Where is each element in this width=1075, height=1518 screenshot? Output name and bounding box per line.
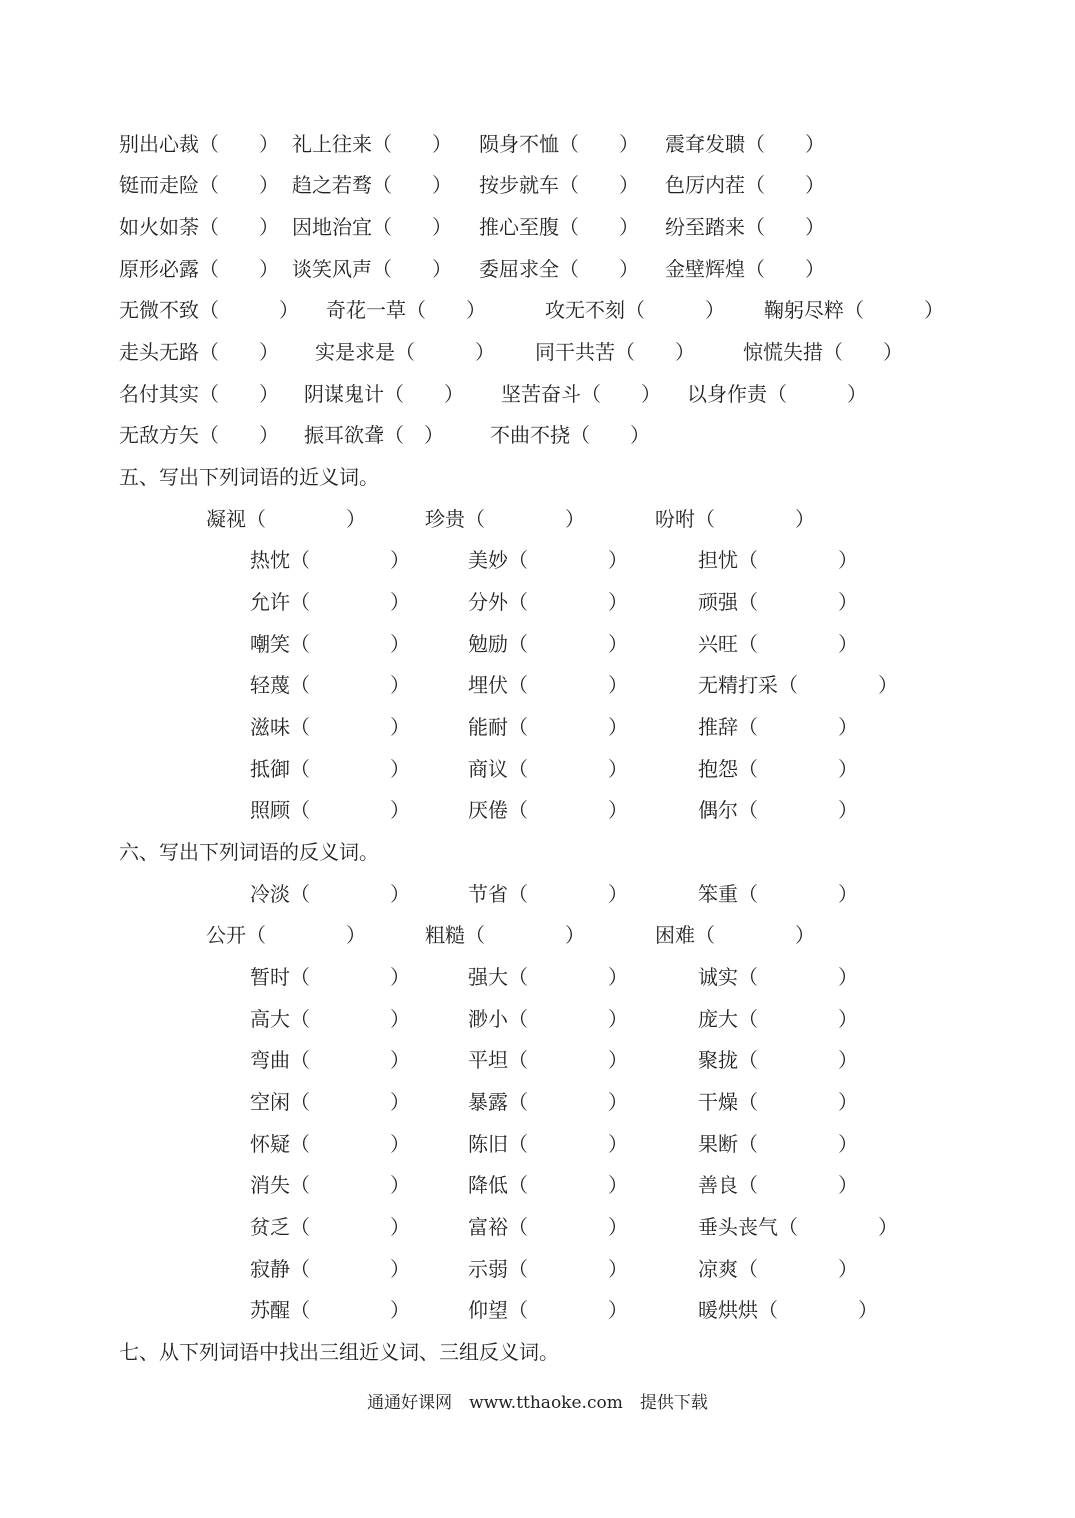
synonym-item: 顽强（ ） (698, 590, 858, 614)
idiom-item: 陨身不恤（ ） (479, 132, 639, 156)
antonym-item: 消失（ ） (250, 1173, 410, 1197)
idiom-item: 金壁辉煌（ ） (665, 257, 825, 281)
antonym-item: 示弱（ ） (468, 1257, 628, 1281)
antonym-item: 寂静（ ） (250, 1257, 410, 1281)
antonym-item: 善良（ ） (698, 1173, 858, 1197)
antonym-item: 困难（ ） (655, 923, 815, 947)
antonym-item: 干燥（ ） (698, 1090, 858, 1114)
idiom-item: 委屈求全（ ） (479, 257, 639, 281)
synonym-item: 抵御（ ） (250, 757, 410, 781)
antonym-item: 高大（ ） (250, 1007, 410, 1031)
antonym-item: 暂时（ ） (250, 965, 410, 989)
idiom-item: 坚苦奋斗（ ） (501, 382, 661, 406)
idiom-item: 无敌方矢（ ） (119, 423, 279, 447)
synonym-item: 无精打采（ ） (698, 673, 898, 697)
antonym-item: 凉爽（ ） (698, 1257, 858, 1281)
idiom-item: 铤而走险（ ） (119, 173, 279, 197)
section-6-heading: 六、写出下列词语的反义词。 (119, 840, 379, 864)
antonym-item: 怀疑（ ） (250, 1132, 410, 1156)
synonym-item: 嘲笑（ ） (250, 632, 410, 656)
antonym-item: 平坦（ ） (468, 1048, 628, 1072)
idiom-item: 以身作责（ ） (687, 382, 867, 406)
synonym-item: 厌倦（ ） (468, 798, 628, 822)
section-5-heading: 五、写出下列词语的近义词。 (119, 465, 379, 489)
antonym-item: 仰望（ ） (468, 1298, 628, 1322)
idiom-item: 攻无不刻（ ） (545, 298, 725, 322)
synonym-item: 允许（ ） (250, 590, 410, 614)
idiom-item: 纷至踏来（ ） (665, 215, 825, 239)
antonym-item: 暖烘烘（ ） (698, 1298, 878, 1322)
antonym-item: 节省（ ） (468, 882, 628, 906)
idiom-item: 无微不致（ ） (119, 298, 299, 322)
synonym-item: 热忱（ ） (250, 548, 410, 572)
idiom-item: 按步就车（ ） (479, 173, 639, 197)
synonym-item: 兴旺（ ） (698, 632, 858, 656)
idiom-item: 奇花一草（ ） (326, 298, 486, 322)
synonym-item: 分外（ ） (468, 590, 628, 614)
idiom-item: 如火如荼（ ） (119, 215, 279, 239)
antonym-item: 暴露（ ） (468, 1090, 628, 1114)
idiom-item: 鞠躬尽粹（ ） (764, 298, 944, 322)
idiom-item: 因地治宜（ ） (292, 215, 452, 239)
idiom-item: 礼上往来（ ） (292, 132, 452, 156)
section-7-heading: 七、从下列词语中找出三组近义词、三组反义词。 (119, 1340, 559, 1364)
idiom-item: 走头无路（ ） (119, 340, 279, 364)
synonym-item: 珍贵（ ） (425, 507, 585, 531)
synonym-item: 商议（ ） (468, 757, 628, 781)
synonym-item: 抱怨（ ） (698, 757, 858, 781)
synonym-item: 吩咐（ ） (655, 507, 815, 531)
synonym-item: 滋味（ ） (250, 715, 410, 739)
antonym-item: 公开（ ） (206, 923, 366, 947)
antonym-item: 笨重（ ） (698, 882, 858, 906)
idiom-item: 不曲不挠（ ） (490, 423, 650, 447)
antonym-item: 降低（ ） (468, 1173, 628, 1197)
idiom-item: 阴谋鬼计（ ） (304, 382, 464, 406)
synonym-item: 勉励（ ） (468, 632, 628, 656)
synonym-item: 担忧（ ） (698, 548, 858, 572)
antonym-item: 弯曲（ ） (250, 1048, 410, 1072)
idiom-item: 实是求是（ ） (315, 340, 495, 364)
synonym-item: 照顾（ ） (250, 798, 410, 822)
idiom-item: 谈笑风声（ ） (292, 257, 452, 281)
page-footer: 通通好课网 www.tthaoke.com 提供下载 (367, 1393, 708, 1413)
antonym-item: 庞大（ ） (698, 1007, 858, 1031)
synonym-item: 凝视（ ） (206, 507, 366, 531)
synonym-item: 埋伏（ ） (468, 673, 628, 697)
synonym-item: 偶尔（ ） (698, 798, 858, 822)
antonym-item: 粗糙（ ） (425, 923, 585, 947)
idiom-item: 色厉内茬（ ） (665, 173, 825, 197)
idiom-item: 震耷发聩（ ） (665, 132, 825, 156)
synonym-item: 能耐（ ） (468, 715, 628, 739)
idiom-item: 趋之若骛（ ） (292, 173, 452, 197)
idiom-item: 推心至腹（ ） (479, 215, 639, 239)
antonym-item: 陈旧（ ） (468, 1132, 628, 1156)
antonym-item: 垂头丧气（ ） (698, 1215, 898, 1239)
antonym-item: 空闲（ ） (250, 1090, 410, 1114)
antonym-item: 聚拢（ ） (698, 1048, 858, 1072)
antonym-item: 果断（ ） (698, 1132, 858, 1156)
antonym-item: 富裕（ ） (468, 1215, 628, 1239)
synonym-item: 轻蔑（ ） (250, 673, 410, 697)
idiom-item: 振耳欲聋（ ） (304, 423, 444, 447)
synonym-item: 美妙（ ） (468, 548, 628, 572)
idiom-item: 同干共苦（ ） (535, 340, 695, 364)
antonym-item: 诚实（ ） (698, 965, 858, 989)
antonym-item: 渺小（ ） (468, 1007, 628, 1031)
idiom-item: 别出心裁（ ） (119, 132, 279, 156)
synonym-item: 推辞（ ） (698, 715, 858, 739)
idiom-item: 惊慌失措（ ） (743, 340, 903, 364)
antonym-item: 冷淡（ ） (250, 882, 410, 906)
antonym-item: 强大（ ） (468, 965, 628, 989)
idiom-item: 名付其实（ ） (119, 382, 279, 406)
idiom-item: 原形必露（ ） (119, 257, 279, 281)
antonym-item: 苏醒（ ） (250, 1298, 410, 1322)
antonym-item: 贫乏（ ） (250, 1215, 410, 1239)
